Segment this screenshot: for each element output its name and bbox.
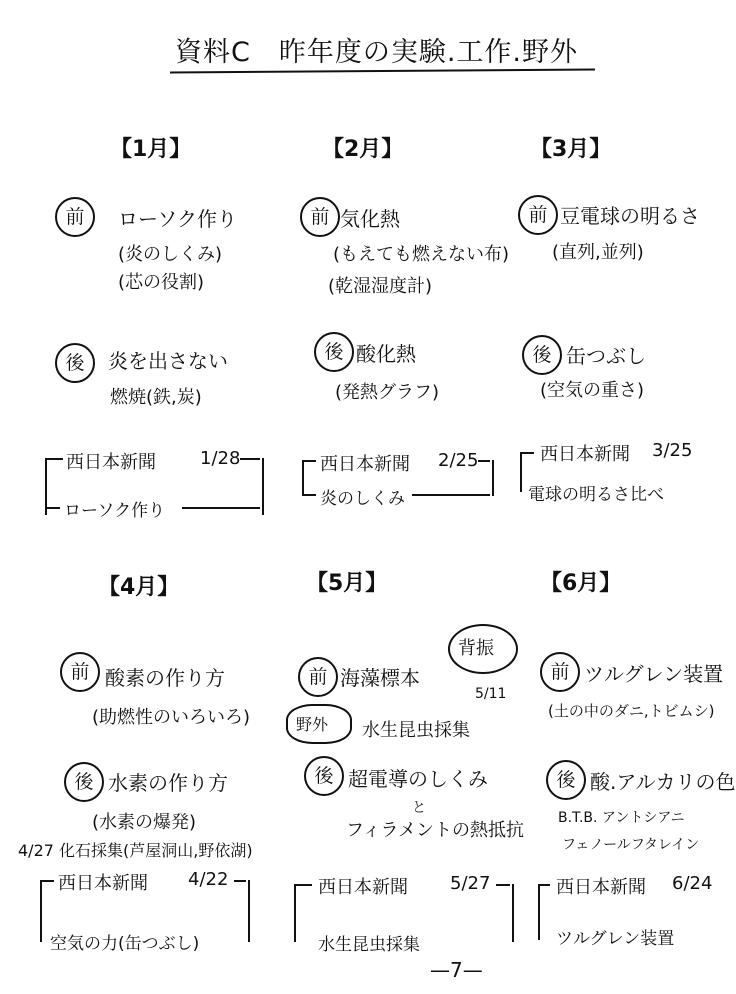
feb-before-sub-2: (乾湿湿度計) (328, 276, 433, 297)
jun-before-sub-1: (土の中のダニ,トビムシ) (548, 702, 715, 720)
month-label-may: 【5月】 (306, 571, 388, 596)
may-after-sub-1: と (412, 800, 426, 816)
news-box-bottom-left (302, 494, 316, 496)
after-marker: 後 (55, 343, 95, 383)
after-marker: 後 (314, 332, 354, 372)
jun-before-item: ツルグレン装置 (584, 662, 724, 686)
jun-after-sub-1: B.T.B. アントシアニ (558, 810, 685, 826)
apr-news-topic: 空気の力(缶つぶし) (50, 934, 200, 954)
feb-before-sub-1: (もえても燃えない布) (333, 244, 510, 265)
after-marker: 後 (546, 760, 586, 800)
may-tag-date: 5/11 (475, 686, 507, 702)
news-box-top-left (294, 884, 312, 886)
mar-before-sub-1: (直列,並列) (552, 242, 644, 263)
news-box-top-right (496, 884, 510, 886)
jan-news-name: 西日本新聞 (66, 452, 156, 473)
news-box-top-left (302, 460, 316, 462)
before-marker: 前 (298, 657, 338, 697)
news-box-top-right (240, 458, 260, 460)
may-after-sub-2: フィラメントの熱抵抗 (346, 820, 525, 841)
after-marker: 後 (522, 335, 562, 375)
before-marker: 前 (540, 652, 580, 692)
feb-news-topic: 炎のしくみ (320, 489, 405, 509)
may-outdoor-item: 水生昆虫採集 (362, 720, 470, 741)
jan-before-item: ローソク作り (118, 207, 237, 231)
after-marker: 後 (304, 756, 344, 796)
news-box-top-right (478, 460, 490, 462)
jan-before-sub-1: (炎のしくみ) (118, 244, 223, 265)
page-title: 資料C 昨年度の実験.工作.野外 (175, 37, 579, 68)
before-marker: 前 (518, 195, 558, 235)
jun-after-item: 酸.アルカリの色 (590, 770, 736, 794)
jan-news-date: 1/28 (200, 448, 241, 469)
jun-news-name: 西日本新聞 (556, 877, 646, 898)
jan-news-topic: ローソク作り (64, 501, 166, 521)
jun-news-topic: ツルグレン装置 (556, 929, 675, 949)
feb-news-date: 2/25 (438, 450, 479, 471)
apr-news-name: 西日本新聞 (58, 873, 148, 894)
may-before-item: 海藻標本 (340, 666, 420, 690)
apr-after-item: 水素の作り方 (108, 771, 228, 795)
may-outdoor-tag: 野外 (296, 715, 329, 734)
news-box-top-left (520, 452, 534, 454)
mar-before-item: 豆電球の明るさ (560, 204, 700, 228)
may-news-topic: 水生昆虫採集 (318, 935, 420, 955)
month-label-apr: 【4月】 (98, 575, 180, 600)
jun-news-date: 6/24 (672, 873, 713, 894)
news-box-bottom-left (45, 507, 60, 509)
feb-after-item: 酸化熱 (356, 342, 416, 366)
mar-after-item: 缶つぶし (566, 344, 646, 368)
apr-fossil-note: 4/27 化石採集(芦屋洞山,野依湖) (18, 841, 253, 860)
jun-after-sub-2: フェノールフタレイン (562, 837, 700, 853)
news-box-bottom-right (182, 507, 260, 509)
feb-before-item: 気化熱 (340, 207, 400, 231)
mar-news-topic: 電球の明るさ比べ (528, 485, 664, 505)
after-marker: 後 (64, 762, 104, 802)
mar-after-sub-1: (空気の重さ) (540, 380, 645, 401)
news-box-top-left (538, 884, 550, 886)
before-marker: 前 (300, 197, 340, 237)
may-after-item: 超電導のしくみ (348, 767, 488, 791)
apr-after-sub-1: (水素の爆発) (92, 812, 197, 833)
jan-before-sub-2: (芯の役割) (118, 272, 205, 293)
apr-before-sub-1: (助燃性のいろいろ) (92, 707, 251, 728)
before-marker: 前 (55, 197, 95, 237)
jan-after-sub-1: 燃焼(鉄,炭) (110, 387, 202, 408)
feb-after-sub-1: (発熱グラフ) (335, 382, 440, 403)
month-label-mar: 【3月】 (530, 137, 612, 162)
news-box-bottom-right (412, 494, 490, 496)
title-underline (170, 69, 595, 74)
news-box-top-left (45, 458, 63, 460)
apr-before-item: 酸素の作り方 (105, 666, 225, 690)
news-box-top-right (234, 880, 246, 882)
month-label-jun: 【6月】 (540, 571, 622, 596)
month-label-jan: 【1月】 (110, 137, 192, 162)
may-tag: 背振 (458, 638, 494, 659)
may-news-date: 5/27 (450, 873, 491, 894)
month-label-feb: 【2月】 (322, 137, 404, 162)
before-marker: 前 (60, 652, 100, 692)
apr-news-date: 4/22 (188, 869, 229, 890)
mar-news-date: 3/25 (652, 440, 693, 461)
jan-after-item: 炎を出さない (108, 349, 228, 373)
may-news-name: 西日本新聞 (318, 877, 408, 898)
mar-news-name: 西日本新聞 (540, 444, 630, 465)
feb-news-name: 西日本新聞 (320, 454, 410, 475)
page-number: —7— (430, 958, 483, 982)
news-box-top-left (40, 880, 54, 882)
